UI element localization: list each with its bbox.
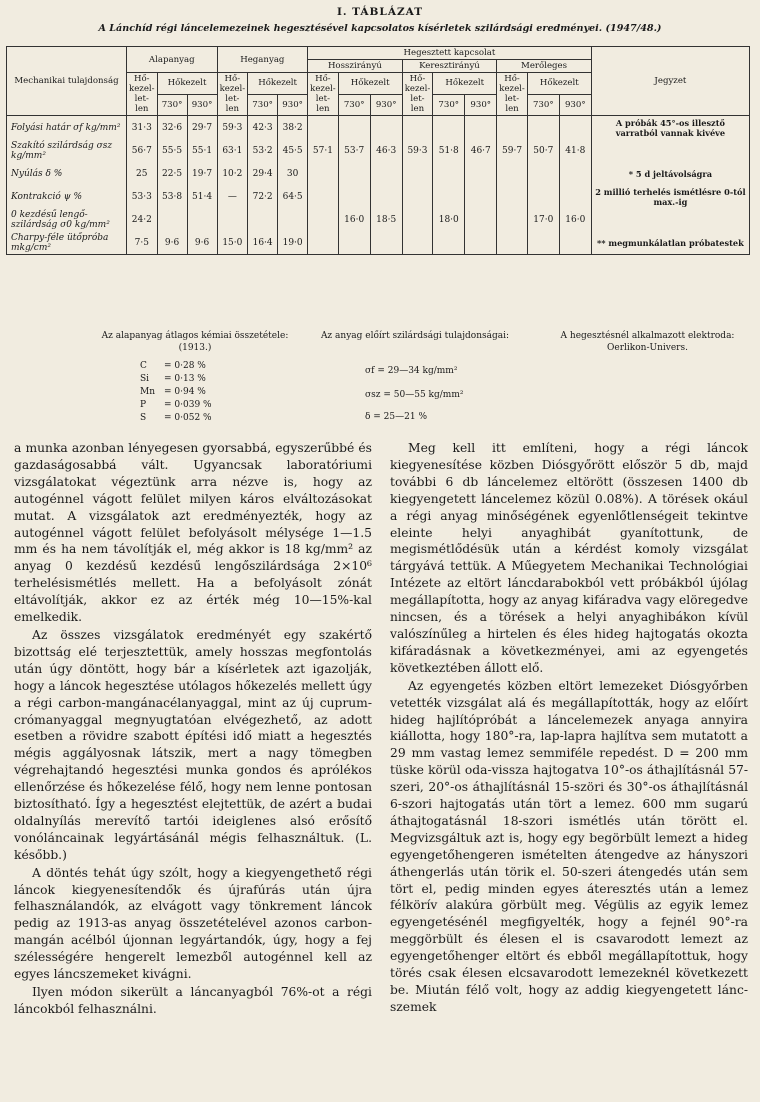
table-cell xyxy=(433,231,465,255)
note-cell: A próbák 45°-os illesztő varratból vannak kivéve xyxy=(591,116,749,140)
note-cell: ** megmunkálatlan próbatestek xyxy=(591,231,749,255)
header-longitudinal: Hosszirányú xyxy=(308,60,403,73)
header-heat-treated: Hőkezelt xyxy=(338,73,402,95)
table-cell: 53·2 xyxy=(248,139,278,162)
chemical-composition-list xyxy=(140,360,212,425)
table-cell: 72·2 xyxy=(248,185,278,208)
table-cell xyxy=(402,231,433,255)
header-730: 730° xyxy=(338,94,370,116)
results-table xyxy=(6,46,750,255)
element-symbol: C xyxy=(140,361,147,371)
table-cell xyxy=(465,185,497,208)
element-symbol: Mn xyxy=(140,387,156,397)
header-note: Jegyzet xyxy=(591,47,749,116)
table-cell: 7·5 xyxy=(127,231,158,255)
table-cell: 59·3 xyxy=(217,116,248,140)
header-930: 930° xyxy=(370,94,402,116)
table-cell xyxy=(497,162,528,185)
table-cell: 18·5 xyxy=(370,208,402,231)
table-cell xyxy=(465,162,497,185)
table-cell: 51·4 xyxy=(187,185,217,208)
table-cell: 15·0 xyxy=(217,231,248,255)
header-transverse: Keresztirányú xyxy=(402,60,497,73)
table-cell: 53·7 xyxy=(338,139,370,162)
table-cell xyxy=(187,208,217,231)
right-column xyxy=(390,440,748,1016)
composition-heading: Az alapanyag átlagos kémiai összetétele: (1913.) xyxy=(101,331,289,353)
table-cell xyxy=(217,208,248,231)
table-cell: 42·3 xyxy=(248,116,278,140)
table-cell: 30 xyxy=(278,162,308,185)
table-cell xyxy=(527,162,559,185)
table-number: I. TÁBLÁZAT xyxy=(336,6,424,18)
header-no-heat: Hő- kezel- let- len xyxy=(127,73,158,116)
paragraph: A döntés tehát úgy szólt, hogy a kiegyengethető régi láncok kiegyenesítendők és újrafúrás után újra felhasználandók, az elvágott vagy tönkrement láncok pedig az 1913-as anyag összetételével azonos carbon-mangán acélból újonnan legyártandók, úgy, hogy a fej szélességére hengerelt lemezből autogénnel kell az egyes láncszemeket kivágni. xyxy=(14,865,372,982)
header-heat-treated: Hőkezelt xyxy=(248,73,308,95)
table-cell: 55·5 xyxy=(157,139,187,162)
header-no-heat: Hő- kezel- let- len xyxy=(497,73,528,116)
paragraph: Az egyengetés közben eltört lemezeket Diósgyőrben vetették vizsgálat alá és megállapították, hogy az előírt hideg hajlítópróbát a láncelemezek anyaga annyira kiállotta, hogy 180°-ra, lap-lapra hajlítva sem mutatott a 29 mm vastag lemez semmiféle repedést. D = 200 mm tüske körül oda-vissza hajtogatva 10°-os áthajlításnál 57-szeri, 20°-os áthajlításnál 15-szöri és 30°-os áthajlításnál 6-szori hajtogatás után tört a lemez. 600 mm sugarú áthajtogatásnál 18-szori ismétlés után törött el. Megvizsgáltuk azt is, hogy egy begörbült lemezt a hideg egyengetőhengeren ismételten átengedve az hányszori áthengerlás után törik el. 50-szeri átengedés után sem tört el, pedig minden egyes áteresztés után a lemez félkörív alakúra görbült meg. Végülis az egyik lemez egyengetésénél megfigyelték, hogy a fejnél 90°-ra meggörbült és élesen el is csavarodott lemezt az egyengetőhenger eltört és ebből megállapítottuk, hogy törés csak élesen elcsavarodott lemezeknél következett be. Miután félő volt, hogy az addig kiegyengetett láncszemek xyxy=(390,678,748,1014)
header-welded-joint: Hegesztett kapcsolat xyxy=(308,47,592,60)
header-heat-treated: Hőkezelt xyxy=(527,73,591,95)
table-row xyxy=(7,208,750,231)
header-weld: Heganyag xyxy=(217,47,308,73)
table-cell xyxy=(278,208,308,231)
table-cell: 29·7 xyxy=(187,116,217,140)
element-symbol: Si xyxy=(140,374,150,384)
table-cell xyxy=(308,231,339,255)
table-cell: 29·4 xyxy=(248,162,278,185)
paragraph: Az összes vizsgálatok eredményét egy szakértő bizottság elé terjesztettük, amely hosszas megfontolás után úgy döntött, hogy bár a kísérletek azt igazolják, hogy a láncok hegesztése utólagos hőkezelés mellett úgy a régi carbon-mangánacélanyaggal, mint az új cuprum-crómanyaggal megnyugtatóan elvégezhető, az adott esetben a rövidre szabott építési idő miatt a hegesztés mégis aggályosnak látszik, mert a nagy tömegben végrehajtandó hegesztési munka gondos és aprólékos ellenőrzése és hőkezelése félő, hogy nem lenne pontosan biztosítható. Így a hegesztést elejtettük, de azért a budai oldalnyílás merevítő tartói ideiglenes alsó erősítő vonóláncainak legyártásánál mégis felhasználtuk. (L. később.) xyxy=(14,627,372,862)
table-cell xyxy=(308,208,339,231)
header-730: 730° xyxy=(433,94,465,116)
table-cell: 9·6 xyxy=(187,231,217,255)
required-elongation: δ = 25—21 % xyxy=(365,412,427,422)
required-heading: Az anyag előírt szilárdsági tulajdonságai: xyxy=(320,331,510,341)
list-item xyxy=(140,373,212,386)
header-730: 730° xyxy=(157,94,187,116)
table-cell: 22·5 xyxy=(157,162,187,185)
table-cell xyxy=(370,116,402,140)
table-cell: 18·0 xyxy=(433,208,465,231)
table-title: A Lánchíd régi láncelemezeinek hegesztésével kapcsolatos kísérletek szilárdsági eredményei. (1947/48.) xyxy=(98,23,662,34)
table-cell: 31·3 xyxy=(127,116,158,140)
table-cell: 56·7 xyxy=(127,139,158,162)
table-cell xyxy=(248,208,278,231)
note-cell: * 5 d jeltávolságra xyxy=(591,162,749,185)
table-cell xyxy=(465,231,497,255)
table-cell xyxy=(157,208,187,231)
table-cell: 51·8 xyxy=(433,139,465,162)
table-cell: 9·6 xyxy=(157,231,187,255)
header-930: 930° xyxy=(187,94,217,116)
table-row xyxy=(7,185,750,208)
table-cell: 45·5 xyxy=(278,139,308,162)
table-cell xyxy=(338,116,370,140)
table-cell: 16·4 xyxy=(248,231,278,255)
table-cell xyxy=(465,208,497,231)
table-cell xyxy=(559,162,591,185)
header-heat-treated: Hőkezelt xyxy=(157,73,217,95)
table-cell xyxy=(497,185,528,208)
composition-section xyxy=(0,330,760,430)
table-cell xyxy=(338,162,370,185)
table-cell xyxy=(308,162,339,185)
table-cell xyxy=(497,208,528,231)
table-cell: 55·1 xyxy=(187,139,217,162)
table-cell: 16·0 xyxy=(559,208,591,231)
table-cell xyxy=(433,116,465,140)
table-cell xyxy=(433,185,465,208)
header-730: 730° xyxy=(527,94,559,116)
element-value: = 0·28 % xyxy=(164,361,206,371)
list-item xyxy=(140,360,212,373)
table-cell: 10·2 xyxy=(217,162,248,185)
row-label: Folyási határ σf kg/mm² xyxy=(7,116,127,140)
header-heat-treated: Hőkezelt xyxy=(433,73,497,95)
table-cell: 64·5 xyxy=(278,185,308,208)
table-cell xyxy=(433,162,465,185)
row-label: Nyúlás δ % xyxy=(7,162,127,185)
header-730: 730° xyxy=(248,94,278,116)
header-930: 930° xyxy=(465,94,497,116)
paragraph: a munka azonban lényegesen gyorsabbá, egyszerűbbé és gazdaságosabbá vált. Ugyancsak laboratóriumi vizsgálatokat végeztünk arra nézve is, hogy az autogénnel vágott felület milyen káros elváltozásokat mutat. A vizsgálatok azt eredményezték, hogy az autogénnel vágott felület befolyásolt mélysége 1—1.5 mm és ha nem távolítják el, még akkor is 18 kg/mm² az anyag 0 kezdésű kezdésű lengőszilárdsága 2×10⁶ terhelésismétlés mellett. Ha a befolyásolt zónát eltávolítják, akkor ez az érték még 10—15%-kal emelkedik. xyxy=(14,441,372,625)
table-cell xyxy=(370,185,402,208)
row-label: Charpy-féle ütőpróba mkg/cm² xyxy=(7,231,127,255)
table-cell xyxy=(370,162,402,185)
header-no-heat: Hő- kezel- let- len xyxy=(402,73,433,116)
table-cell xyxy=(559,185,591,208)
table-cell xyxy=(402,116,433,140)
list-item xyxy=(140,399,212,412)
paragraph: Meg kell itt említeni, hogy a régi láncok kiegyenesítése közben Diósgyőrött először 5 db, majd további 6 db láncelemez eltörött (összesen 1400 db kiegyengetett láncelemez közül 0.08%). A törések okául a régi anyag minőségének egyenlőtlenségeit tekintve eleinte helyi anyaghibát gyanítottunk, de megismétlődésük után a kérdést komoly vizsgálat tárgyává tettük. A Műegyetem Mechanikai Technológiai Intézete az eltört láncdarabokból vett próbákból újólag megállapította, hogy az anyag kifáradva vagy elöregedve nincsen, és a törések a helyi anyaghibákon kívül valószínűleg a hirtelen és éles hideg hajtogatás okozta kifáradásnak a következményei, ami az egyengetés következtében állott elő. xyxy=(390,441,748,675)
table-cell: 53·8 xyxy=(157,185,187,208)
header-930: 930° xyxy=(559,94,591,116)
table-cell xyxy=(497,116,528,140)
element-value: = 0·94 % xyxy=(164,387,206,397)
element-value: = 0·13 % xyxy=(164,374,206,384)
table-cell: 59·3 xyxy=(402,139,433,162)
required-yield: σf = 29—34 kg/mm² xyxy=(365,366,458,376)
table-cell xyxy=(527,231,559,255)
header-property: Mechanikai tulajdonság xyxy=(7,47,127,116)
list-item xyxy=(140,386,212,399)
table-cell: 19·0 xyxy=(278,231,308,255)
table-cell xyxy=(402,208,433,231)
element-symbol: S xyxy=(140,413,147,423)
table-cell: 32·6 xyxy=(157,116,187,140)
header-perpendicular: Merőleges xyxy=(497,60,592,73)
row-label: Szakító szilárdság σsz kg/mm² xyxy=(7,139,127,162)
table-row xyxy=(7,139,750,162)
electrode-heading: A hegesztésnél alkalmazott elektroda: Oerlikon-Univers. xyxy=(560,331,735,353)
table-cell xyxy=(497,231,528,255)
table-cell: 41·8 xyxy=(559,139,591,162)
element-value: = 0·052 % xyxy=(164,413,212,423)
table-cell xyxy=(527,116,559,140)
table-cell: 63·1 xyxy=(217,139,248,162)
required-tensile: σsz = 50—55 kg/mm² xyxy=(365,390,464,400)
element-symbol: P xyxy=(140,400,147,410)
table-cell: 16·0 xyxy=(338,208,370,231)
table-cell xyxy=(559,116,591,140)
list-item xyxy=(140,412,212,425)
table-cell xyxy=(527,185,559,208)
table-cell: 38·2 xyxy=(278,116,308,140)
table-cell: 19·7 xyxy=(187,162,217,185)
header-base: Alapanyag xyxy=(127,47,218,73)
table-cell xyxy=(338,185,370,208)
table-row xyxy=(7,116,750,140)
left-column xyxy=(14,440,372,1018)
table-cell: — xyxy=(217,185,248,208)
row-label: Kontrakció ψ % xyxy=(7,185,127,208)
table-cell xyxy=(308,116,339,140)
table-cell: 53·3 xyxy=(127,185,158,208)
table-cell xyxy=(338,231,370,255)
table-cell: 57·1 xyxy=(308,139,339,162)
table-cell xyxy=(370,231,402,255)
table-cell: 46·7 xyxy=(465,139,497,162)
note-cell: 2 millió terhelés ismétlésre 0-tól max.-ig xyxy=(591,185,749,208)
table-cell: 50·7 xyxy=(527,139,559,162)
table-cell xyxy=(559,231,591,255)
header-no-heat: Hő- kezel- let- len xyxy=(217,73,248,116)
table-cell xyxy=(402,162,433,185)
table-row xyxy=(7,162,750,185)
table-cell: 59·7 xyxy=(497,139,528,162)
table-cell: 25 xyxy=(127,162,158,185)
table-row xyxy=(7,231,750,255)
table-cell: 24·2 xyxy=(127,208,158,231)
element-value: = 0·039 % xyxy=(164,400,212,410)
header-930: 930° xyxy=(278,94,308,116)
table-cell: 17·0 xyxy=(527,208,559,231)
table-cell xyxy=(308,185,339,208)
paragraph: Ilyen módon sikerült a láncanyagból 76%-ot a régi láncokból felhasználni. xyxy=(14,985,372,1016)
table-cell: 46·3 xyxy=(370,139,402,162)
table-cell xyxy=(402,185,433,208)
row-label: 0 kezdésű lengő-szilárdság σ0 kg/mm² xyxy=(7,208,127,231)
note-cell xyxy=(591,208,749,231)
header-no-heat: Hő- kezel- let- len xyxy=(308,73,339,116)
table-cell xyxy=(465,116,497,140)
note-cell xyxy=(591,139,749,162)
